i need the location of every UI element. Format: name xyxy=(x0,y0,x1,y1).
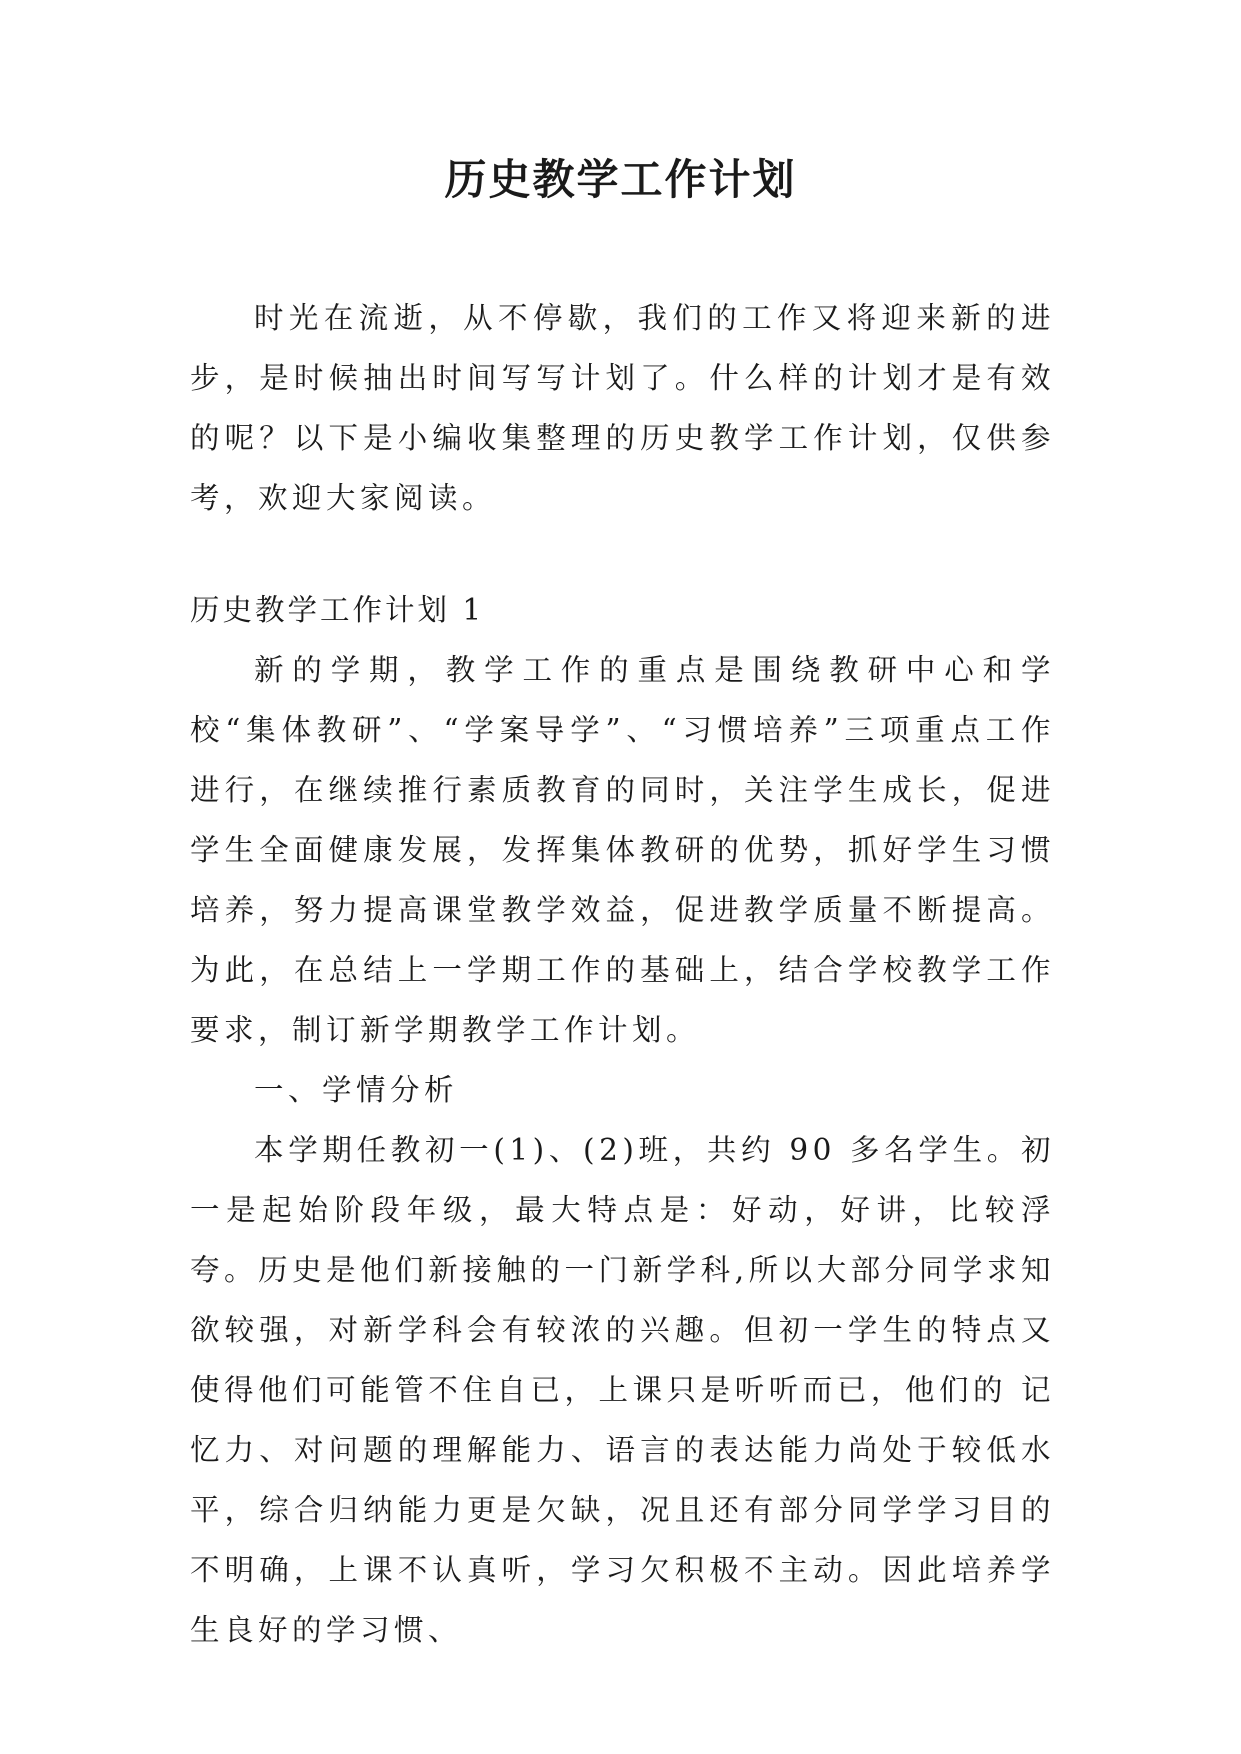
subheading: 一、学情分析 xyxy=(254,1073,459,1107)
body-paragraph: 新的学期，教学工作的重点是围绕教研中心和学校“集体教研”、“学案导学”、“习惯培养”三项重点工作进行，在继续推行素质教育的同时，关注学生成长，促进 学生全面健康发展，发挥集体教研的优势，抓好学生习惯培养，努力提高课堂教学效益，促进教学质量不断提高。为此，在总结上一学期工作的基础上，结合学校教学工作要求，制订新学期教学工作计划。 xyxy=(190,653,1055,1047)
section-heading: 历史教学工作计划 1 xyxy=(190,593,485,627)
document-body xyxy=(190,288,1055,1660)
intro-paragraph: 时光在流逝，从不停歇，我们的工作又将迎来新的进步，是时候抽出时间写写计划了。什么样的计划才是有效的呢？以下是小编收集整理的历史教学工作计划，仅供参考，欢迎大家阅读。 xyxy=(190,301,1055,515)
body-paragraph: 本学期任教初一(1)、(2)班，共约 90 多名学生。初一是起始阶段年级，最大特点是：好动，好讲，比较浮夸。历史是他们新接触的一门新学科,所以大部分同学求知欲较强，对新学科会有较浓的兴趣。但初一学生的特点又使得他们可能管不住自已，上课只是听听而已，他们的 记忆力、对问题的理解能力、语言的表达能力尚处于较低水平，综合归纳能力更是欠缺，况且还有部分同学学习目的不明确，上课不认真听，学习欠积极不主动。因此培养学生良好的学习惯、 xyxy=(190,1133,1055,1647)
document-title: 历史教学工作计划 xyxy=(444,155,797,204)
paragraph-spacer xyxy=(190,528,1055,580)
